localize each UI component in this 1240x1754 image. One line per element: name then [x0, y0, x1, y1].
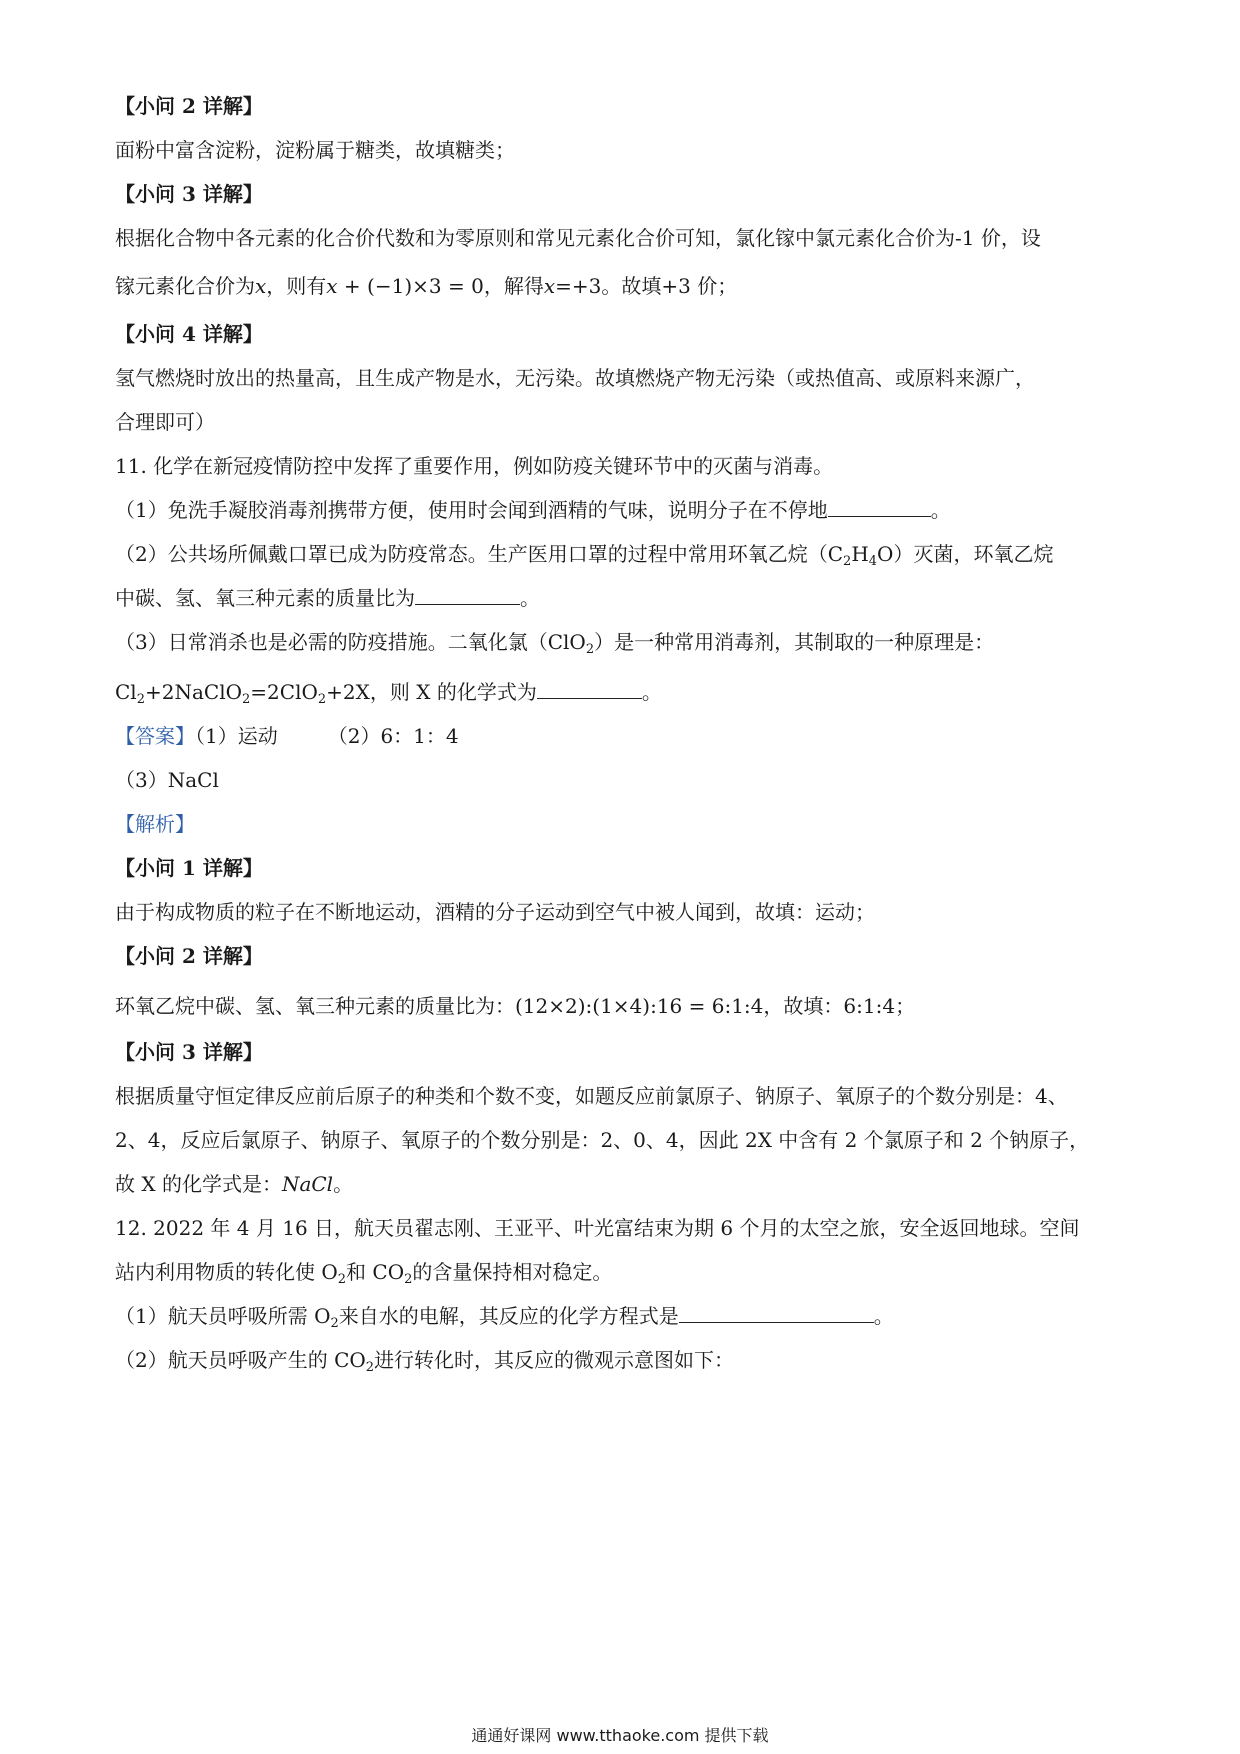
question-11-part-3: （3）日常消杀也是必需的防疫措施。二氧化氯（ClO$_2$）是一种常用消毒剂，其制取的一种原理是： — [115, 630, 995, 657]
answer-blank — [828, 496, 931, 517]
paragraph: 站内利用物质的转化使 $O_2$和 $CO_2$的含量保持相对稳定。 — [115, 1260, 613, 1287]
paragraph: 2、4，反应后氯原子、钠原子、氧原子的个数分别是：2、0、4，因此 2X 中含有 2 个氯原子和 2 个钠原子， — [115, 1128, 1090, 1152]
paragraph: 镓元素化合价为x，则有x + (−1)×3 = 0，解得x=+3。故填+3 价； — [115, 274, 738, 298]
paragraph: 中碳、氢、氧三种元素的质量比为 。 — [115, 586, 540, 610]
section-heading: 【小问 4 详解】 — [115, 322, 263, 346]
question-11-part-1: （1）免洗手凝胶消毒剂携带方便，使用时会闻到酒精的气味，说明分子在不停地 。 — [115, 498, 951, 522]
chemical-equation: $Cl_2+2NaClO_2=2ClO_2+2X$，则 X 的化学式为 。 — [115, 680, 662, 707]
answer-label: 【答案】 — [115, 724, 195, 748]
section-heading: 【小问 3 详解】 — [115, 1040, 263, 1064]
question-12: 12. 2022 年 4 月 16 日，航天员翟志刚、王亚平、叶光富结束为期 6 个月的太空之旅，安全返回地球。空间 — [115, 1216, 1080, 1240]
answer-blank — [679, 1302, 874, 1323]
section-heading: 【小问 3 详解】 — [115, 182, 263, 206]
document-body — [115, 92, 1125, 1375]
paragraph: 根据质量守恒定律反应前后原子的种类和个数不变，如题反应前氯原子、钠原子、氧原子的个数分别是：4、 — [115, 1084, 1068, 1108]
answer-blank — [415, 584, 520, 605]
paragraph: 氢气燃烧时放出的热量高，且生成产物是水，无污染。故填燃烧产物无污染（或热值高、或原料来源广， — [115, 366, 1035, 390]
section-heading: 【小问 1 详解】 — [115, 856, 263, 880]
question-11-part-2: （2）公共场所佩戴口罩已成为防疫常态。生产医用口罩的过程中常用环氧乙烷$(C_2H_4O)$灭菌，环氧乙烷 — [115, 542, 1054, 569]
question-12-part-1: （1）航天员呼吸所需 $O_2$来自水的电解，其反应的化学方程式是 。 — [115, 1304, 894, 1331]
section-heading: 【小问 2 详解】 — [115, 94, 263, 118]
section-heading: 【小问 2 详解】 — [115, 944, 263, 968]
paragraph: 面粉中富含淀粉，淀粉属于糖类，故填糖类； — [115, 138, 515, 162]
paragraph: 由于构成物质的粒子在不断地运动，酒精的分子运动到空气中被人闻到，故填：运动； — [115, 900, 875, 924]
analysis-label: 【解析】 — [115, 812, 195, 836]
paragraph: 根据化合物中各元素的化合价代数和为零原则和常见元素化合价可知，氯化镓中氯元素化合价为-1 价，设 — [115, 226, 1041, 250]
paragraph: 故 X 的化学式是：NaCl。 — [115, 1172, 354, 1196]
math-formula: (12×2):(1×4):16 = 6:1:4 — [515, 994, 764, 1018]
question-11: 11. 化学在新冠疫情防控中发挥了重要作用，例如防疫关键环节中的灭菌与消毒。 — [115, 454, 834, 478]
question-12-part-2: （2）航天员呼吸产生的 $CO_2$进行转化时，其反应的微观示意图如下： — [115, 1348, 735, 1375]
answer-blank — [537, 678, 642, 699]
answer-line: （3）NaCl — [115, 768, 219, 792]
math-formula: x + — [326, 274, 368, 298]
paragraph: 合理即可） — [115, 410, 215, 434]
page-footer: 通通好课网 www.tthaoke.com 提供下载 — [471, 1726, 769, 1745]
paragraph: 环氧乙烷中碳、氢、氧三种元素的质量比为：(12×2):(1×4):16 = 6:1:4，故填：6:1:4； — [115, 994, 916, 1018]
answer-line: 【答案】（1）运动 （2）6：1：4 — [115, 724, 459, 748]
